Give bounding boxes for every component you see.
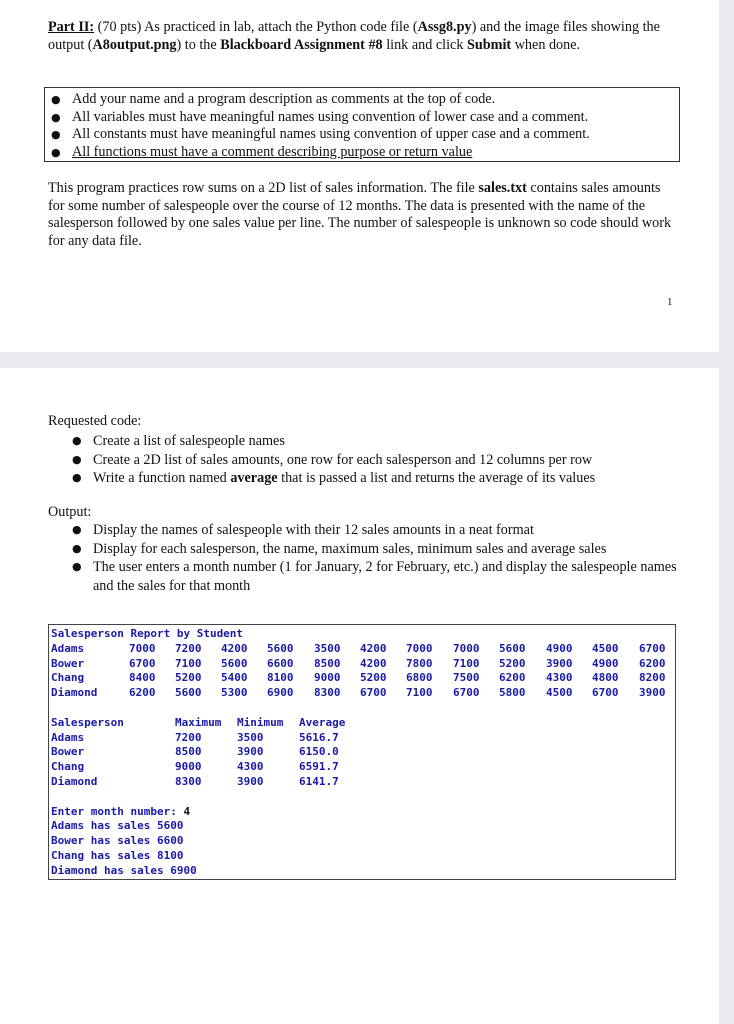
description-text: contains sales amounts for some number of salespeople over the course of 12 months. The data is presented with the name of the salesperson followed by one sales value per line. The number of salespeople is unknown so code should work for any data file. [48, 180, 672, 249]
sales-cell: 6700 [639, 641, 666, 655]
sales-cell: 4200 [360, 641, 387, 655]
sales-cell: 4200 [221, 641, 248, 655]
sales-cell: 6700 [453, 686, 480, 700]
program-description [48, 180, 678, 250]
sales-cell: 6700 [129, 656, 156, 670]
sales-cell: 7100 [406, 686, 433, 700]
sales-cell: 6200 [639, 656, 666, 670]
bullet-icon: ● [72, 541, 82, 555]
stats-min: 3900 [237, 775, 264, 788]
requested-text: that is passed a list and returns the average of its values [277, 470, 596, 487]
sales-cell: 4900 [546, 641, 573, 655]
output-heading: Output: [48, 504, 92, 520]
rule-item [45, 109, 679, 127]
bullet-icon: ● [51, 93, 61, 106]
sales-cell: 7200 [175, 641, 202, 655]
sales-cell: 7000 [406, 641, 433, 655]
sales-cell: 5600 [267, 641, 294, 655]
requested-code-heading: Requested code: [48, 413, 142, 429]
sales-cell: 7500 [453, 671, 480, 685]
stats-avg: 5616.7 [299, 730, 339, 744]
description-text: This program practices row sums on a 2D list of sales information. The file [48, 180, 479, 196]
stats-min: 3500 [237, 730, 264, 744]
month-input-value: 4 [183, 804, 191, 818]
stats-max: 9000 [175, 760, 202, 774]
stats-header: Average [299, 715, 346, 729]
page-number: 1 [667, 296, 673, 308]
rule-item [45, 91, 679, 109]
sales-cell: 8400 [129, 671, 156, 685]
bullet-icon: ● [72, 523, 82, 536]
output-list [48, 521, 688, 595]
blackboard-assignment-ref: Blackboard Assignment #8 [220, 36, 383, 53]
stats-name: Chang [51, 760, 85, 774]
sales-cell: 5200 [360, 671, 387, 685]
function-name: average [230, 470, 278, 487]
code-file-name: Assg8.py [417, 19, 472, 35]
sales-cell: 4500 [592, 641, 619, 655]
sales-row-name: Adams [51, 641, 85, 655]
month-sales-line: Bower has sales 6600 [51, 834, 184, 848]
sales-cell: 5400 [221, 671, 248, 685]
sales-cell: 5200 [175, 671, 202, 685]
stats-header: Salesperson [51, 715, 124, 729]
sales-cell: 4200 [360, 656, 387, 670]
intro-text: when done. [511, 36, 581, 53]
intro-text: ) and the image files showing the output ( [48, 19, 660, 53]
sales-cell: 7100 [453, 656, 480, 670]
requested-code-list [48, 432, 688, 488]
requested-item [48, 451, 688, 470]
sales-row-name: Bower [51, 656, 85, 670]
bullet-icon: ● [51, 110, 61, 124]
report-title: Salesperson Report by Student [51, 627, 244, 640]
stats-header: Maximum [175, 715, 222, 729]
sales-cell: 7000 [453, 641, 480, 655]
document-page-2 [0, 368, 719, 1024]
sales-row-name: Chang [51, 671, 85, 685]
bullet-icon: ● [51, 145, 61, 159]
sales-cell: 4500 [546, 686, 573, 700]
requested-text: Create a 2D list of sales amounts, one row for each salesperson and 12 columns per row [93, 451, 593, 468]
sales-cell: 6700 [360, 686, 387, 700]
part-heading: Part II: [48, 19, 95, 35]
sales-cell: 4800 [592, 671, 619, 685]
month-sales-line: Chang has sales 8100 [51, 849, 184, 862]
sales-cell: 8200 [639, 671, 666, 685]
stats-name: Adams [51, 730, 85, 744]
intro-text: (70 pts) As practiced in lab, attach the Python code file ( [94, 19, 418, 35]
output-item [48, 540, 688, 559]
sales-cell: 6900 [267, 686, 294, 700]
bullet-icon: ● [72, 452, 82, 466]
stats-avg: 6150.0 [299, 745, 339, 759]
sales-cell: 4300 [546, 671, 573, 685]
stats-max: 7200 [175, 730, 202, 744]
sales-cell: 3500 [314, 641, 341, 655]
requested-item [48, 432, 688, 451]
stats-avg: 6141.7 [299, 775, 339, 788]
sales-cell: 9000 [314, 671, 341, 685]
bullet-icon: ● [72, 560, 82, 574]
sales-cell: 5600 [175, 686, 202, 700]
intro-text: link and click [382, 36, 467, 53]
submit-ref: Submit [466, 36, 512, 53]
sales-cell: 5600 [221, 656, 248, 670]
stats-max: 8300 [175, 775, 202, 788]
sales-cell: 6200 [129, 686, 156, 700]
sales-cell: 5800 [499, 686, 526, 700]
stats-name: Bower [51, 745, 85, 759]
sales-cell: 5200 [499, 656, 526, 670]
sales-cell: 6800 [406, 671, 433, 685]
output-text: The user enters a month number (1 for January, 2 for February, etc.) and display the salespeople names and the sales for that month [93, 559, 677, 594]
stats-name: Diamond [51, 775, 98, 788]
requested-text: Create a list of salespeople names [93, 433, 285, 449]
sales-cell: 6200 [499, 671, 526, 685]
intro-text: ) to the [176, 36, 221, 53]
sales-cell: 7800 [406, 656, 433, 670]
stats-min: 3900 [237, 745, 264, 759]
rule-text: All variables must have meaningful names using convention of lower case and a comment. [72, 108, 589, 125]
bullet-icon: ● [51, 128, 61, 142]
sales-cell: 5600 [499, 641, 526, 655]
bullet-icon: ● [72, 471, 82, 485]
rule-item [45, 126, 679, 144]
rule-text: Add your name and a program description as comments at the top of code. [72, 91, 496, 107]
sales-cell: 3900 [639, 686, 666, 700]
image-file-name: A8output.png [92, 36, 177, 53]
month-sales-line: Diamond has sales 6900 [51, 863, 197, 877]
sales-cell: 8500 [314, 656, 341, 670]
requested-text: Write a function named [93, 470, 231, 487]
bullet-icon: ● [72, 434, 82, 447]
stats-max: 8500 [175, 745, 202, 759]
sales-cell: 5300 [221, 686, 248, 700]
stats-min: 4300 [237, 760, 264, 774]
month-prompt: Enter month number: 4 [51, 804, 191, 818]
rule-text: All constants must have meaningful names using convention of upper case and a comment. [72, 126, 590, 143]
sales-cell: 7000 [129, 641, 156, 655]
sales-cell: 7100 [175, 656, 202, 670]
document-page-1 [0, 0, 719, 352]
month-sales-line: Adams has sales 5600 [51, 819, 184, 833]
data-file-name: sales.txt [478, 180, 527, 196]
output-text: Display the names of salespeople with their 12 sales amounts in a neat format [93, 522, 534, 538]
sample-output-console [48, 624, 676, 880]
rule-text: All functions must have a comment describing purpose or return value [72, 143, 473, 160]
stats-avg: 6591.7 [299, 760, 339, 774]
sales-cell: 8100 [267, 671, 294, 685]
output-text: Display for each salesperson, the name, maximum sales, minimum sales and average sales [93, 540, 607, 557]
sales-cell: 8300 [314, 686, 341, 700]
assignment-intro [48, 19, 673, 54]
sales-row-name: Diamond [51, 686, 98, 700]
requested-item [48, 469, 688, 488]
sales-cell: 4900 [592, 656, 619, 670]
output-item [48, 558, 688, 595]
sales-cell: 6700 [592, 686, 619, 700]
output-item [48, 521, 688, 540]
rules-box [44, 87, 680, 162]
sales-cell: 6600 [267, 656, 294, 670]
rule-item [45, 144, 679, 162]
sales-cell: 3900 [546, 656, 573, 670]
stats-header: Minimum [237, 715, 284, 729]
